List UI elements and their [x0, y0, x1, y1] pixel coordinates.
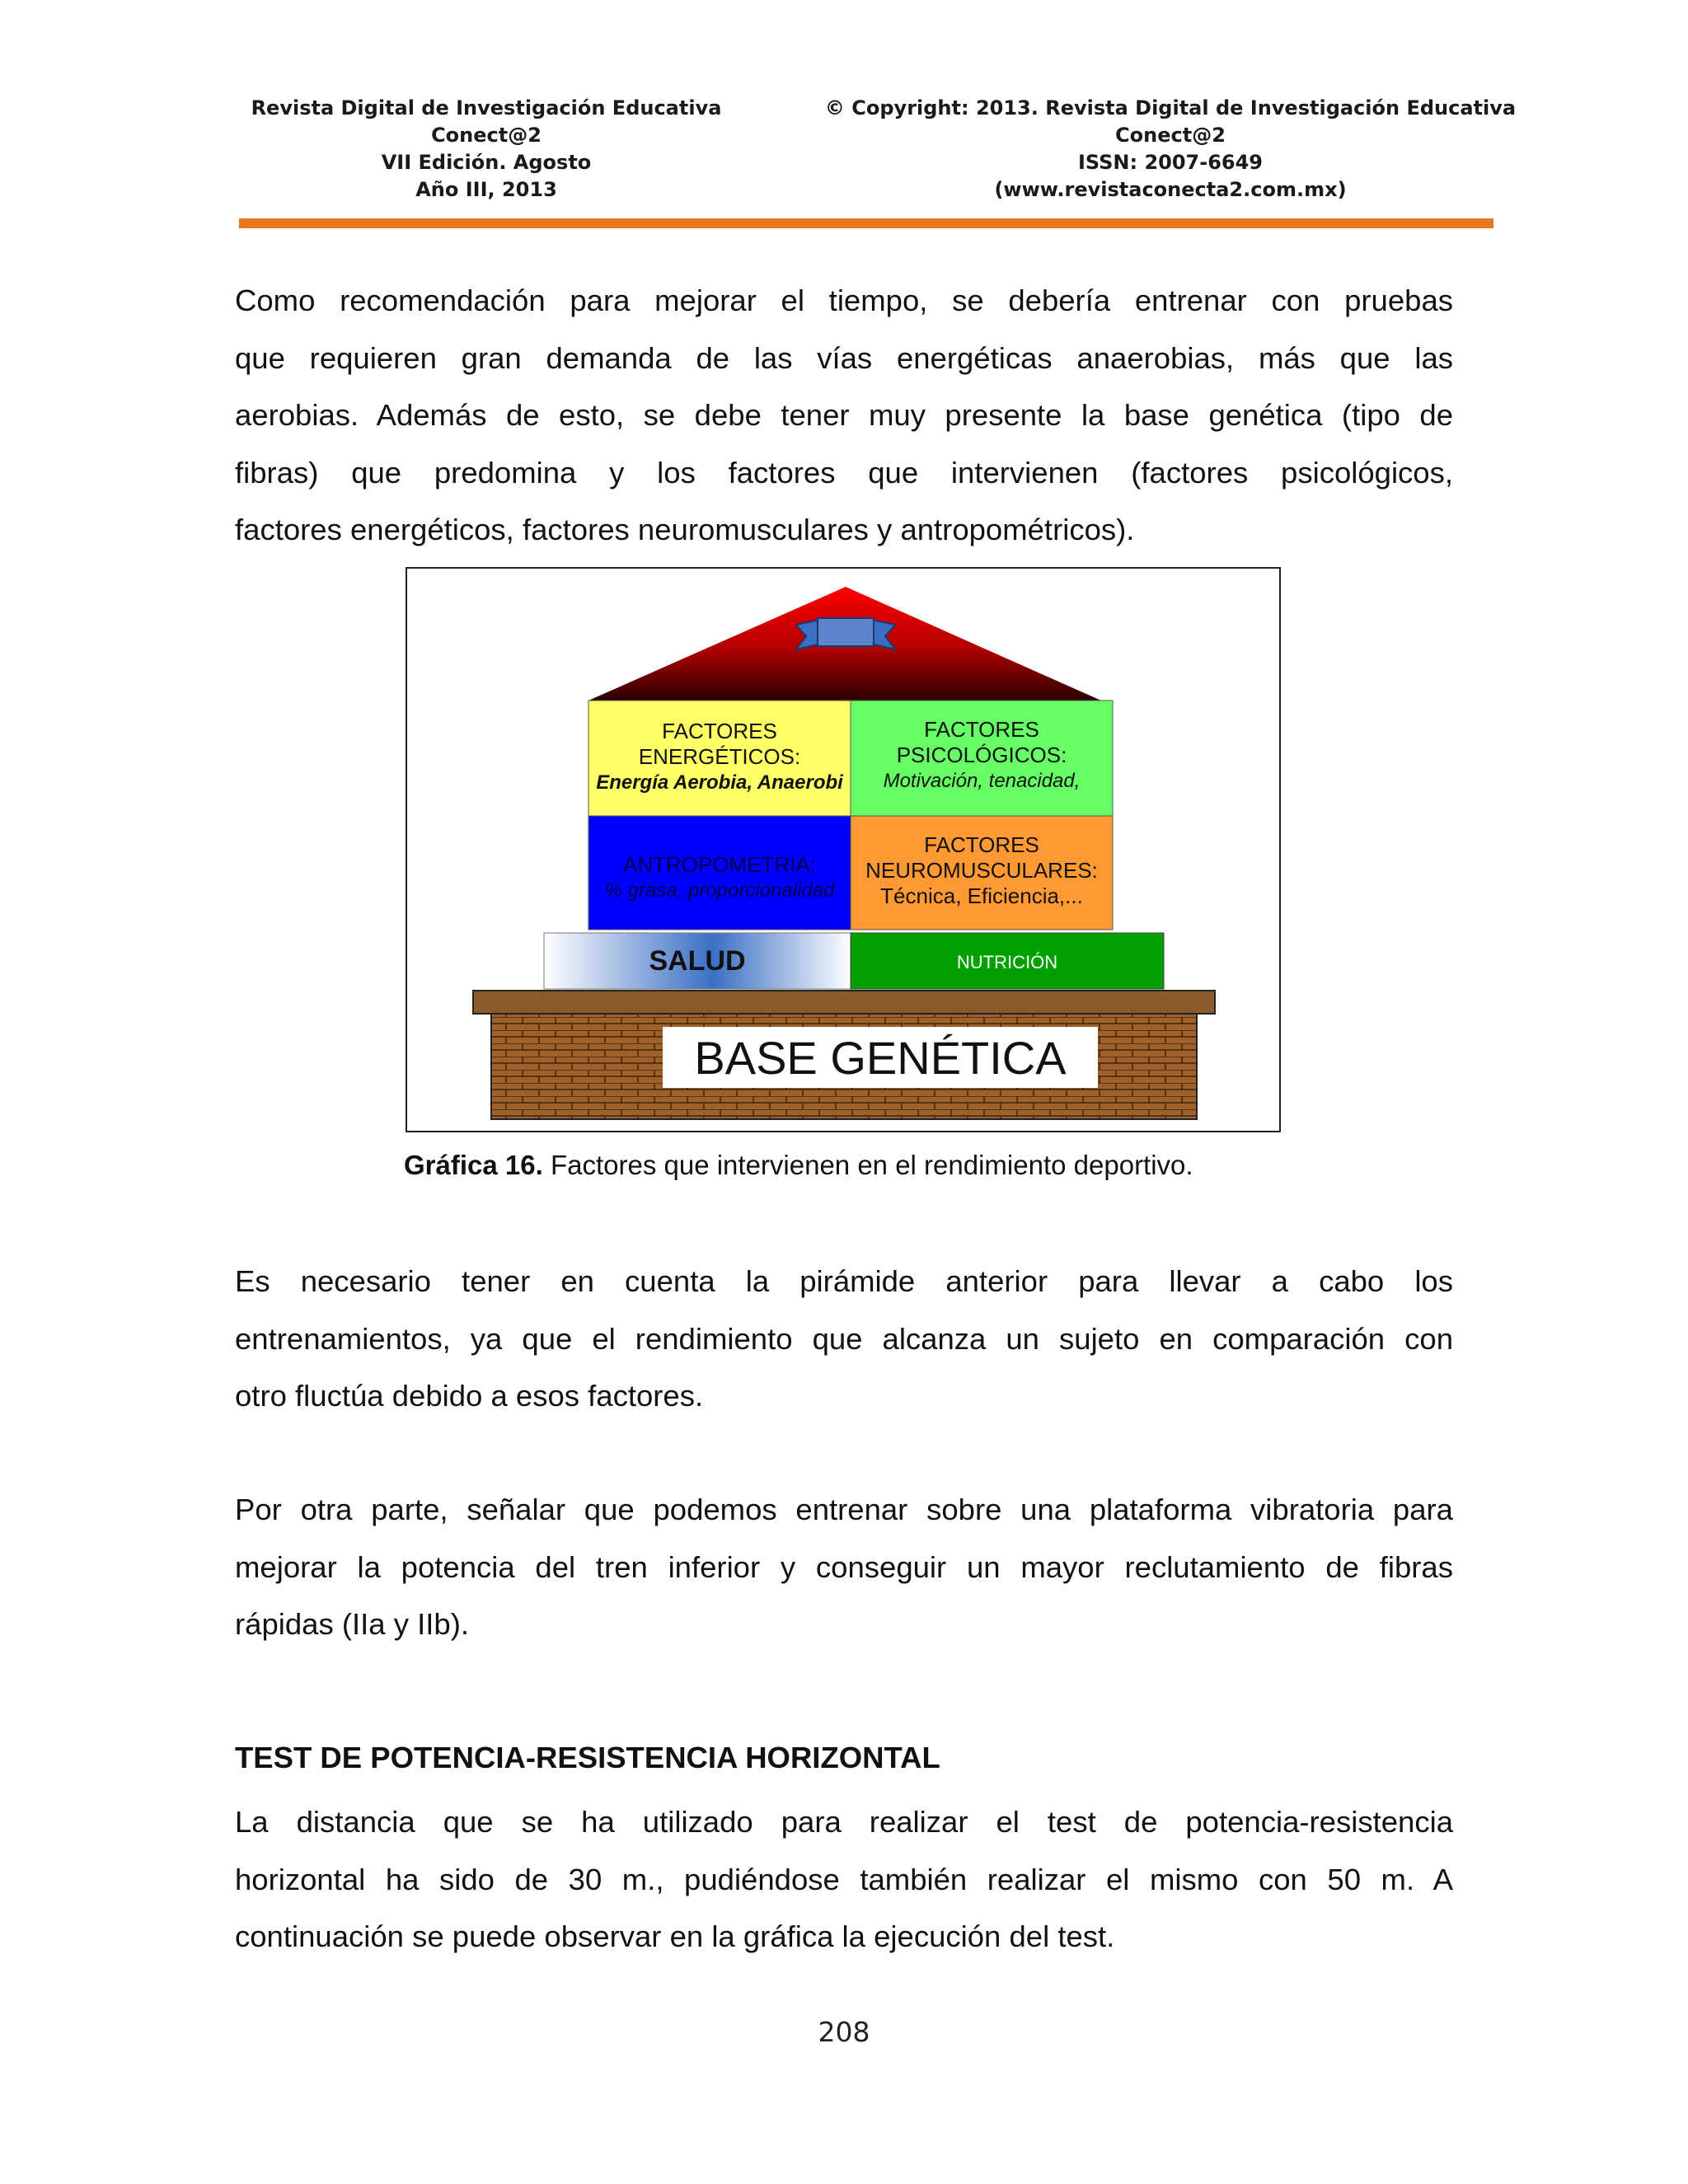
box-subtitle: NEUROMUSCULARES:: [865, 858, 1098, 883]
text-line: Como recomendación para mejorar el tiempo, se debería entrenar con pruebas: [235, 284, 1453, 317]
text-line: factores energéticos, factores neuromusculares y antropométricos).: [235, 513, 1135, 546]
paragraph-1: [235, 272, 1453, 559]
factores-neuromusculares-box: [851, 832, 1113, 909]
journal-short-name-right: Conect@2: [1115, 124, 1226, 147]
box-title: FACTORES: [924, 832, 1039, 857]
box-title: FACTORES: [924, 717, 1039, 742]
journal-header-left: [247, 95, 725, 204]
text-line: aerobias. Además de esto, se debe tener muy presente la base genética (tipo de: [235, 398, 1453, 432]
header-divider: [239, 218, 1493, 228]
factores-psicologicos-box: [851, 717, 1113, 794]
text-line: Por otra parte, señalar que podemos entrenar sobre una plataforma vibratoria para: [235, 1493, 1453, 1526]
box-title: ANTROPOMETRIA:: [622, 852, 816, 877]
journal-header-right: [824, 95, 1517, 204]
caption-text: Factores que intervienen en el rendimiento deportivo.: [542, 1150, 1193, 1180]
text-line: otro fluctúa debido a esos factores.: [235, 1379, 704, 1413]
caption-label: Gráfica 16.: [404, 1150, 543, 1180]
box-detail: % grasa, proporcionalidad: [604, 879, 835, 902]
year: Año III, 2013: [415, 178, 557, 201]
box-title: FACTORES: [662, 719, 777, 743]
text-line: horizontal ha sido de 30 m., pudiéndose también realizar el mismo con 50 m. A: [235, 1862, 1453, 1896]
text-line: mejorar la potencia del tren inferior y conseguir un mayor reclutamiento de fibras: [235, 1549, 1453, 1584]
paragraph-3: [235, 1481, 1453, 1653]
journal-name: Revista Digital de Investigación Educativa: [251, 96, 722, 120]
box-subtitle: ENERGÉTICOS:: [638, 744, 801, 769]
copyright: © Copyright: 2013. Revista Digital de Investigación Educativa: [824, 96, 1517, 120]
salud-box: SALUD: [649, 945, 746, 977]
journal-short-name: Conect@2: [431, 124, 542, 147]
text-line: La distancia que se ha utilizado para realizar el test de potencia-resistencia: [235, 1805, 1453, 1839]
factores-energeticos-box: [588, 719, 851, 795]
base-genetica-label: BASE GENÉTICA: [694, 1032, 1067, 1084]
figure-house-diagram: [406, 567, 1281, 1132]
text-line: continuación se puede observar en la gráfica la ejecución del test.: [235, 1919, 1115, 1953]
website: (www.revistaconecta2.com.mx): [994, 178, 1347, 201]
box-detail: Motivación, tenacidad,: [883, 770, 1081, 792]
text-line: rápidas (IIa y IIb).: [235, 1607, 469, 1641]
figure-caption: [404, 1150, 1286, 1181]
edition: VII Edición. Agosto: [381, 151, 592, 174]
page-number: 208: [818, 2016, 870, 2048]
text-line: que requieren gran demanda de las vías energéticas anaerobias, más que las: [235, 340, 1453, 375]
text-line: Es necesario tener en cuenta la pirámide anterior para llevar a cabo los: [235, 1264, 1453, 1298]
box-subtitle: PSICOLÓGICOS:: [896, 743, 1067, 767]
antropometria-box: [580, 852, 859, 903]
nutricion-box: NUTRICIÓN: [956, 952, 1058, 972]
paragraph-2: [235, 1253, 1453, 1425]
paragraph-4: [235, 1793, 1453, 1966]
section-heading: TEST DE POTENCIA-RESISTENCIA HORIZONTAL: [235, 1741, 940, 1774]
text-line: entrenamientos, ya que el rendimiento que alcanza un sujeto en comparación con: [235, 1321, 1453, 1356]
box-detail: Energía Aerobia, Anaerobi: [596, 771, 843, 794]
issn: ISSN: 2007-6649: [1077, 151, 1263, 174]
ribbon-icon: [796, 618, 895, 649]
box-detail: Técnica, Eficiencia,...: [880, 883, 1083, 908]
text-line: fibras) que predomina y los factores que intervienen (factores psicológicos,: [235, 455, 1453, 490]
